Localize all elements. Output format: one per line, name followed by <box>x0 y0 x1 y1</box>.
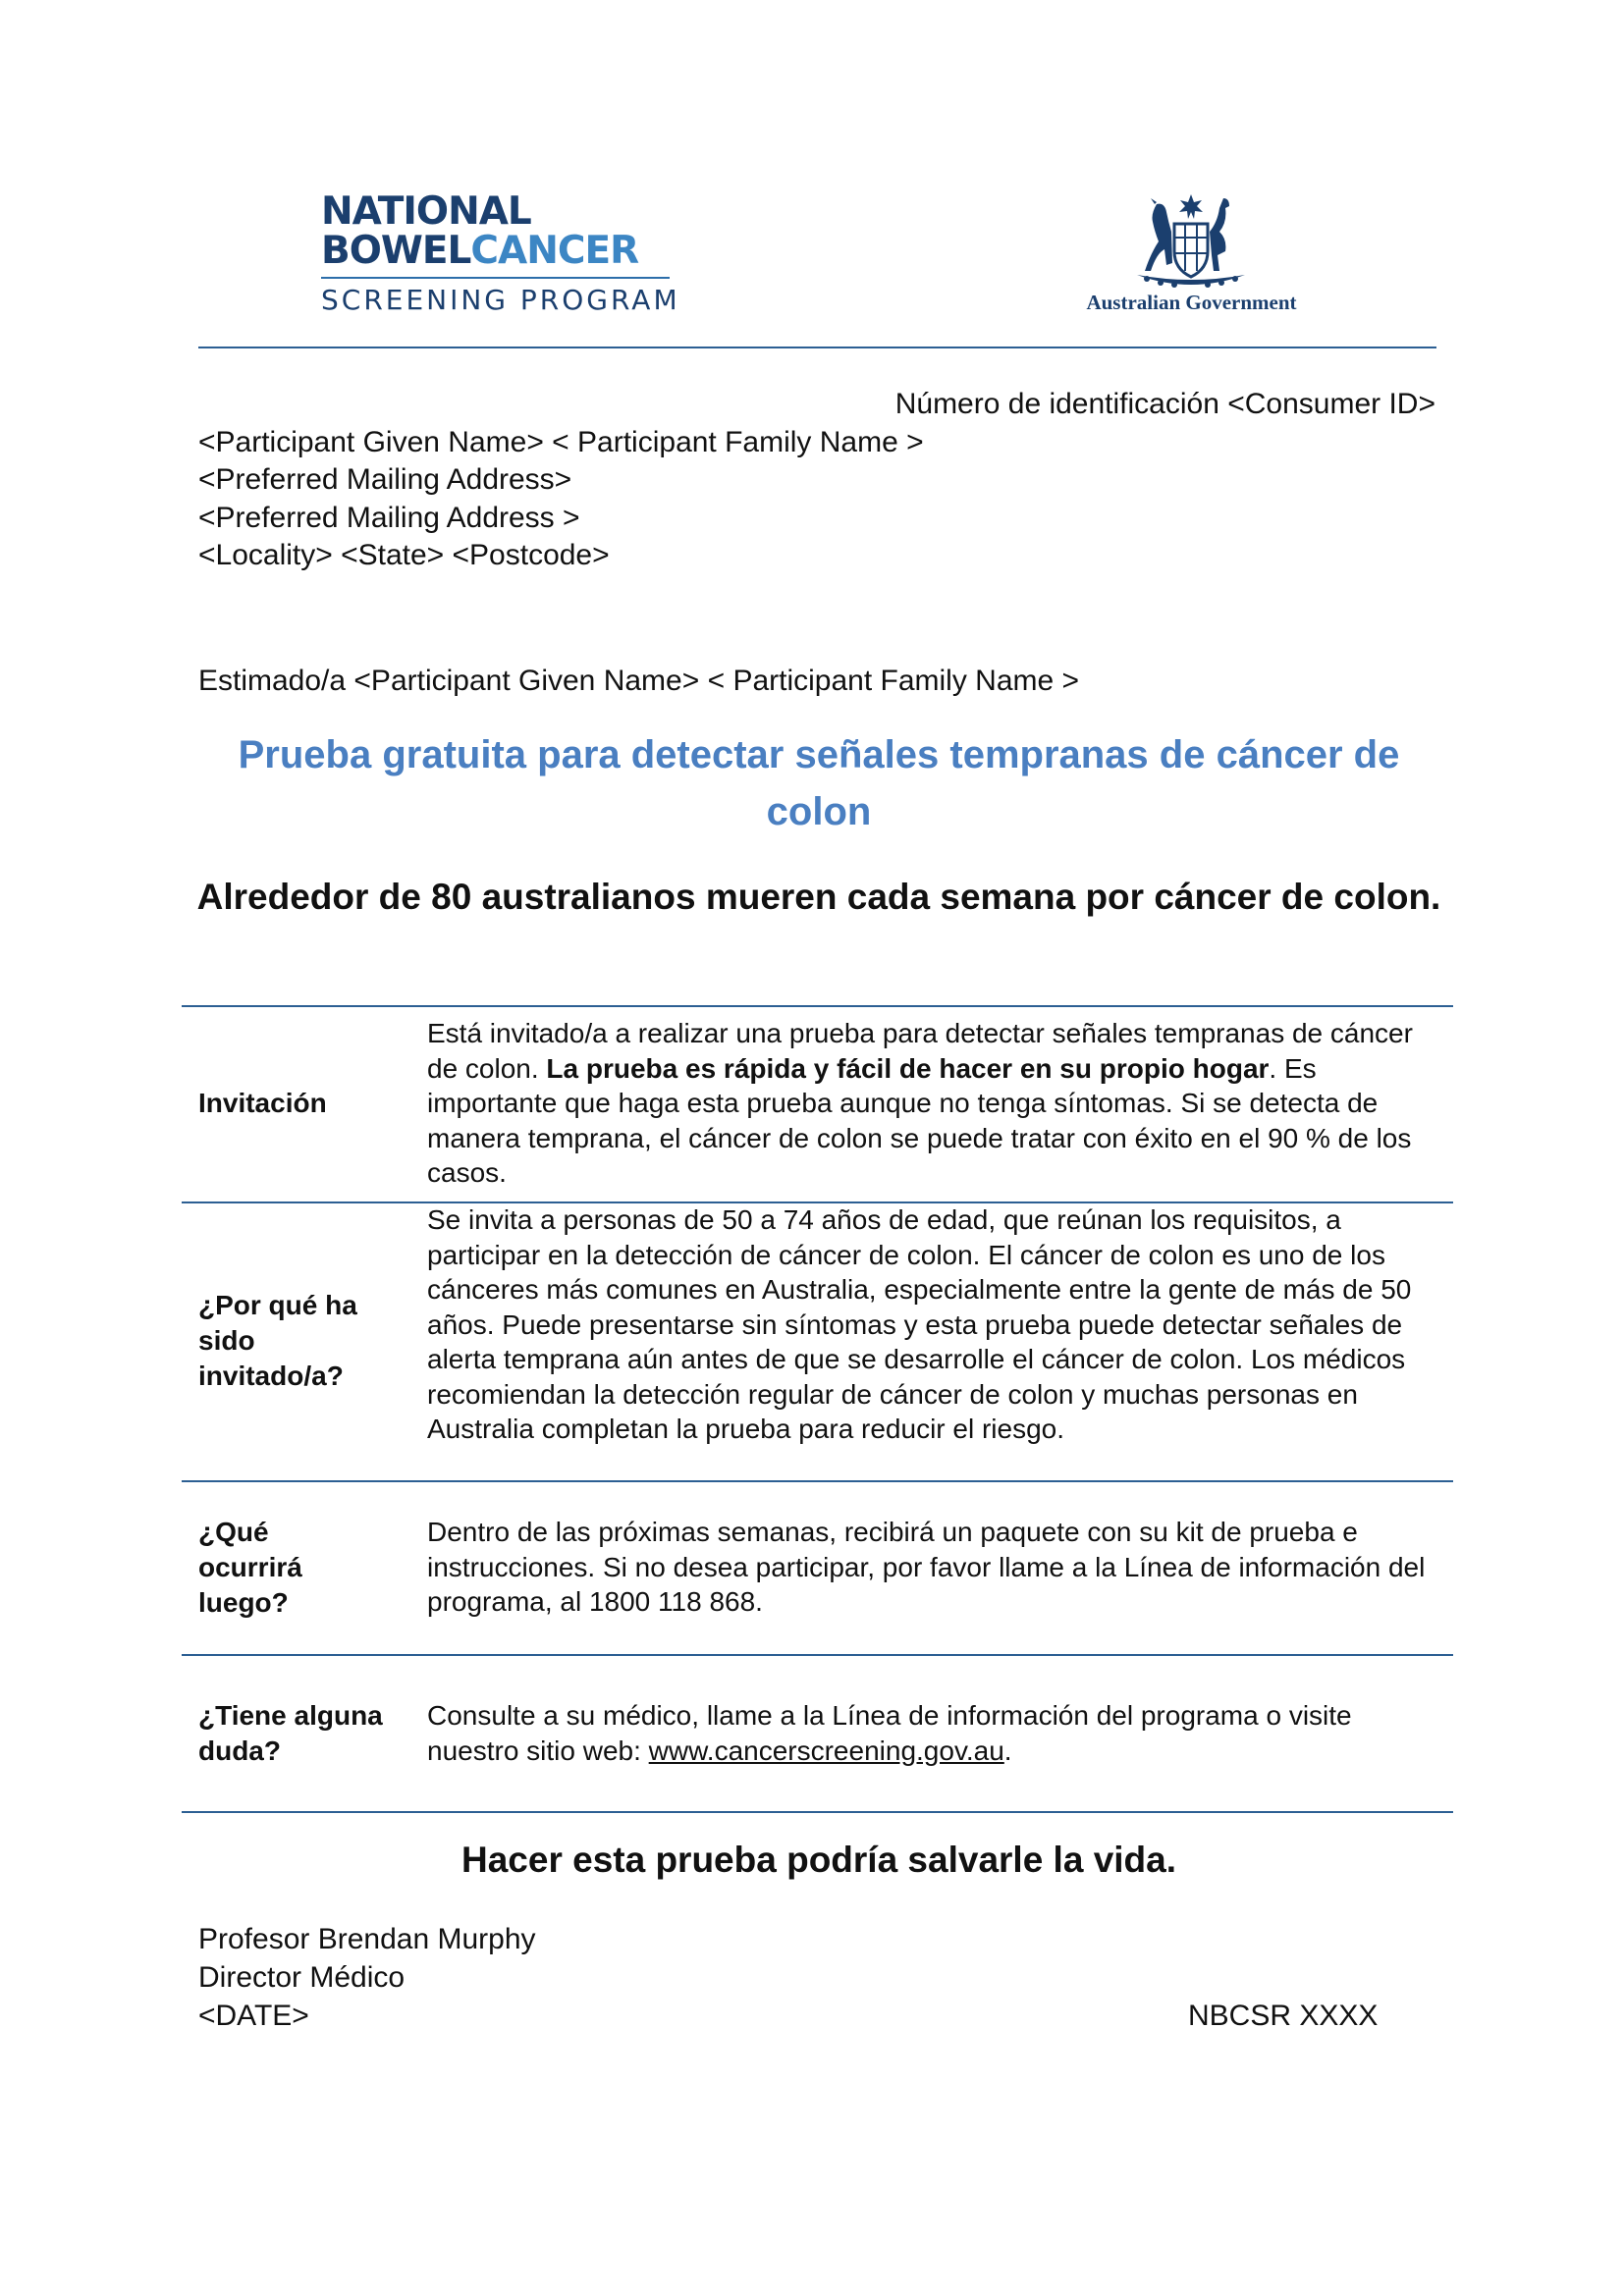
closing-statement: Hacer esta prueba podría salvarle la vida. <box>460 1840 1177 1880</box>
row-text-bold: La prueba es rápida y fácil de hacer en su propio hogar <box>546 1052 1270 1084</box>
row-text-part: . <box>1003 1735 1012 1766</box>
government-label: Australian Government <box>1086 291 1297 314</box>
address-line-4: <Locality> <State> <Postcode> <box>198 539 610 571</box>
logo-line-national: NATIONAL <box>321 189 531 234</box>
row-label-questions: ¿Tiene alguna duda? <box>198 1700 383 1766</box>
letter-subtitle: Alrededor de 80 australianos mueren cada semana por cáncer de colon. <box>196 877 1441 917</box>
address-line-1: <Participant Given Name> < Participant Family Name > <box>198 426 924 458</box>
table-rule <box>182 1005 1453 1007</box>
row-text-questions <box>427 1698 1438 1768</box>
logo-word-bowel: BOWEL <box>321 229 471 273</box>
table-rule <box>182 1654 1453 1656</box>
row-text-part: Está invitado/a a realizar una prueba para detectar señales tempranas de cáncer de colon. <box>427 1018 1413 1084</box>
table-rule <box>182 1811 1453 1813</box>
row-label-what-next: ¿Qué ocurrirá luego? <box>198 1517 302 1618</box>
row-text-why-invited: Se invita a personas de 50 a 74 años de edad, que reúnan los requisitos, a participar en la detección de cáncer de colon. El cáncer de colon es uno de los cánceres más comunes en Australia, especialmente entre la gente de más de 50 años. Puede presentarse sin síntomas y esta prueba puede detectar señales de alerta temprana aún antes de que se desarrolle el cáncer de colon. Los médicos recomiendan la detección regular de cáncer de colon y muchas personas en Australia completan la prueba para reducir el riesgo. <box>427 1204 1412 1444</box>
logo-line-screening: SCREENING PROGRAM <box>321 284 680 316</box>
row-text-part: Consulte a su médico, llame a la Línea de información del programa o visite nuestro sitio web: <box>427 1700 1352 1766</box>
table-rule <box>182 1480 1453 1482</box>
address-line-3: <Preferred Mailing Address > <box>198 502 580 534</box>
row-text-what-next: Dentro de las próximas semanas, recibirá un paquete con su kit de prueba e instrucciones. Si no desea participar, por favor llame a la Línea de información del programa, al 1800 118 868. <box>427 1517 1426 1617</box>
website-link[interactable]: www.cancerscreening.gov.au <box>648 1735 1004 1766</box>
row-label-why-invited: ¿Por qué ha sido invitado/a? <box>198 1290 357 1391</box>
signature-role: Director Médico <box>198 1961 406 1994</box>
salutation: Estimado/a <Participant Given Name> < Participant Family Name > <box>198 665 1080 697</box>
signature-date: <DATE> <box>198 2000 309 2032</box>
letter-title: Prueba gratuita para detectar señales tempranas de cáncer de colon <box>238 733 1400 833</box>
logo-word-cancer: CANCER <box>470 229 639 273</box>
row-text-invitation <box>427 1016 1438 1191</box>
row-text-part: . Es importante que haga esta prueba aunque no tenga síntomas. Si se detecta de manera temprana, el cáncer de colon se puede tratar con éxito en el 90 % de los casos. <box>427 1052 1412 1188</box>
row-label-invitation: Invitación <box>198 1088 327 1118</box>
signature-name: Profesor Brendan Murphy <box>198 1923 536 1955</box>
consumer-id-line: Número de identificación <Consumer ID> <box>894 388 1435 420</box>
address-line-2: <Preferred Mailing Address> <box>198 463 572 496</box>
reference-code: NBCSR XXXX <box>1188 2000 1379 2032</box>
